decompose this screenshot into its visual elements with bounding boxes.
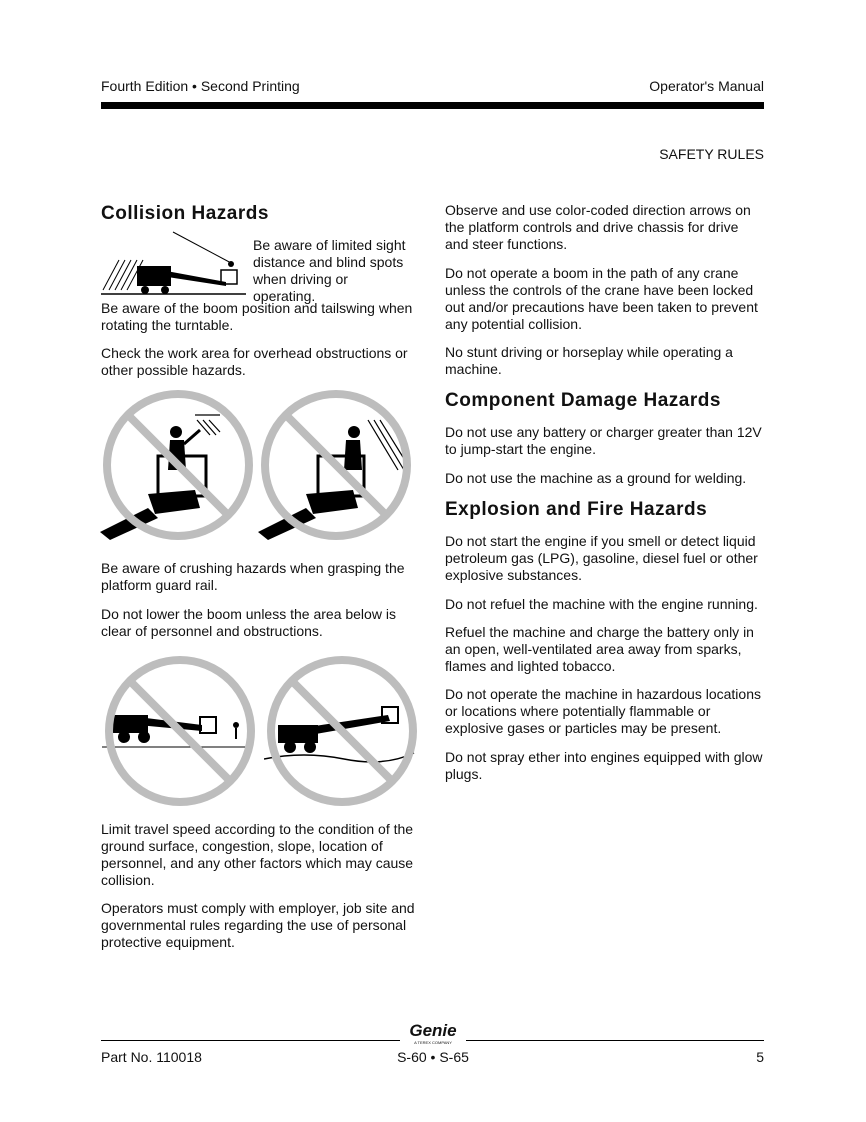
genie-logo-subtext: A TEREX COMPANY	[414, 1040, 452, 1045]
work-area-text: Check the work area for overhead obstructions or other possible hazards.	[101, 345, 408, 378]
section-title: SAFETY RULES	[659, 146, 764, 162]
genie-logo-text: Genie	[409, 1021, 457, 1040]
explosion-fire-heading: Explosion and Fire Hazards	[445, 499, 708, 520]
header-edition: Fourth Edition • Second Printing	[101, 78, 300, 94]
lower-boom-personnel-prohibited-icon	[102, 655, 258, 807]
boom-position-text: Be aware of the boom position and tailswing when rotating the turntable.	[101, 300, 413, 333]
header-manual-title: Operator's Manual	[649, 78, 764, 94]
direction-arrows-text: Observe and use color-coded direction arrows on the platform controls and drive chassis for drive and steer functions.	[445, 202, 751, 252]
part-number: Part No. 110018	[101, 1049, 202, 1065]
battery-charger-text: Do not use any battery or charger greater than 12V to jump-start the engine.	[445, 424, 762, 457]
side-crush-prohibited-icon	[258, 390, 414, 540]
ether-spray-text: Do not spray ether into engines equipped with glow plugs.	[445, 749, 763, 782]
hazardous-locations-text: Do not operate the machine in hazardous locations or locations where potentially flammable or explosive gases or particles may be present.	[445, 686, 761, 736]
crushing-hazard-text: Be aware of crushing hazards when grasping the platform guard rail.	[101, 560, 405, 593]
model-number: S-60 • S-65	[397, 1049, 469, 1065]
page-number: 5	[756, 1049, 764, 1065]
travel-speed-text: Limit travel speed according to the condition of the ground surface, congestion, slope, location of personnel, and any other factors which may cause collision.	[101, 821, 414, 888]
travel-speed-prohibited-icon	[264, 655, 420, 807]
stunt-driving-text: No stunt driving or horseplay while operating a machine.	[445, 344, 733, 377]
collision-hazards-heading: Collision Hazards	[101, 203, 269, 224]
ppe-rules-text: Operators must comply with employer, job site and governmental rules regarding the use of personal protective equipment.	[101, 900, 415, 950]
sight-distance-callout: Be aware of limited sight distance and blind spots when driving or operating.	[253, 237, 406, 304]
genie-logo	[400, 1022, 466, 1046]
crane-path-text: Do not operate a boom in the path of any crane unless the controls of the crane have been locked out and/or precautions have been taken to prevent any potential collision.	[445, 265, 758, 332]
overhead-crush-prohibited-icon	[100, 390, 256, 540]
header-rule	[101, 102, 764, 109]
lpg-smell-text: Do not start the engine if you smell or detect liquid petroleum gas (LPG), gasoline, diesel fuel or other explosive substances.	[445, 533, 758, 583]
refuel-area-text: Refuel the machine and charge the battery only in an open, well-ventilated area away from sparks, flames and lighted tobacco.	[445, 624, 754, 674]
welding-ground-text: Do not use the machine as a ground for welding.	[445, 470, 747, 486]
refuel-engine-text: Do not refuel the machine with the engine running.	[445, 596, 758, 612]
sight-distance-illustration	[101, 230, 251, 298]
lower-boom-text: Do not lower the boom unless the area below is clear of personnel and obstructions.	[101, 606, 396, 639]
component-damage-heading: Component Damage Hazards	[445, 390, 721, 411]
